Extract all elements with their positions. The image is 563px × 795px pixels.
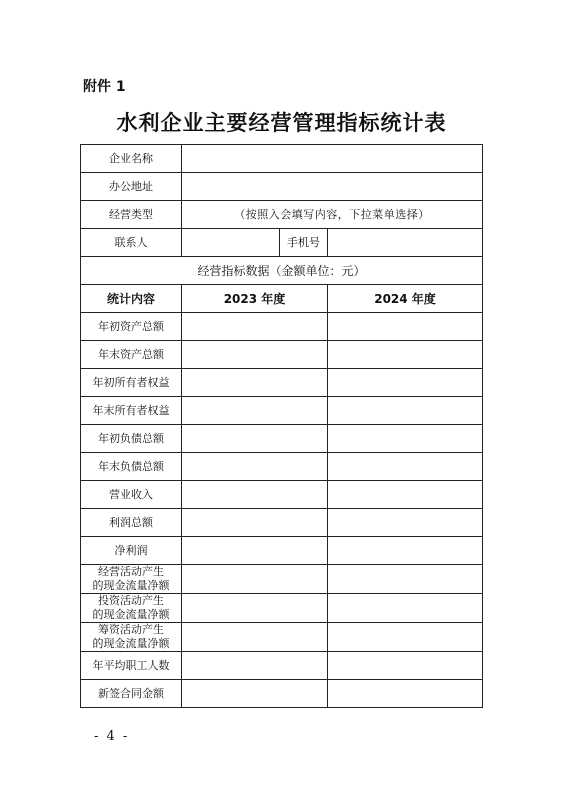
value-2024-cell[interactable]: [328, 481, 483, 509]
row-label-line: 年末负债总额: [98, 459, 164, 473]
table-row: [81, 680, 483, 708]
table-row: [81, 453, 483, 481]
table-row: [81, 341, 483, 369]
row-label-line: 年初所有者权益: [92, 375, 170, 389]
column-header-2023: 2023 年度: [182, 285, 328, 313]
value-2023-cell[interactable]: [182, 425, 328, 453]
phone-field[interactable]: [328, 229, 483, 257]
value-2024-cell[interactable]: [328, 652, 483, 680]
row-label: [81, 509, 182, 537]
row-label-line: 的现金流量净额: [92, 579, 170, 592]
address-field[interactable]: [182, 173, 483, 201]
value-2024-cell[interactable]: [328, 623, 483, 652]
row-label-line: 年初资产总额: [98, 319, 164, 333]
table-row: [81, 652, 483, 680]
value-2023-cell[interactable]: [182, 537, 328, 565]
statistics-table: [80, 144, 483, 708]
row-label-line: 年末所有者权益: [92, 403, 170, 417]
indicator-section-title: 经营指标数据（金额单位：元）: [81, 257, 483, 285]
row-label-line: 年末资产总额: [98, 347, 164, 361]
row-label: [81, 397, 182, 425]
value-2023-cell[interactable]: [182, 313, 328, 341]
table-row: [81, 537, 483, 565]
row-label-line: 的现金流量净额: [92, 637, 170, 650]
value-2023-cell[interactable]: [182, 369, 328, 397]
row-label: [81, 565, 182, 594]
value-2024-cell[interactable]: [328, 537, 483, 565]
column-header-item: 统计内容: [81, 285, 182, 313]
table-row: [81, 509, 483, 537]
row-label: [81, 341, 182, 369]
business-type-label: 经营类型: [81, 201, 182, 229]
value-2024-cell[interactable]: [328, 453, 483, 481]
attachment-label: 附件 1: [83, 79, 126, 95]
row-label: [81, 652, 182, 680]
value-2023-cell[interactable]: [182, 680, 328, 708]
value-2024-cell[interactable]: [328, 565, 483, 594]
value-2023-cell[interactable]: [182, 594, 328, 623]
table-row: [81, 623, 483, 652]
company-name-label: 企业名称: [81, 145, 182, 173]
value-2023-cell[interactable]: [182, 652, 328, 680]
phone-label: 手机号: [280, 229, 328, 257]
row-label: [81, 369, 182, 397]
business-type-field[interactable]: （按照入会填写内容，下拉菜单选择）: [182, 201, 483, 229]
table-row: [81, 369, 483, 397]
column-header-2024: 2024 年度: [328, 285, 483, 313]
row-label: [81, 425, 182, 453]
row-label: [81, 453, 182, 481]
table-row: [81, 397, 483, 425]
value-2024-cell[interactable]: [328, 425, 483, 453]
address-label: 办公地址: [81, 173, 182, 201]
row-label: [81, 680, 182, 708]
value-2023-cell[interactable]: [182, 481, 328, 509]
value-2024-cell[interactable]: [328, 341, 483, 369]
row-label-line: 的现金流量净额: [92, 608, 170, 621]
value-2024-cell[interactable]: [328, 313, 483, 341]
row-label-line: 年平均职工人数: [92, 658, 170, 672]
row-label-line: 投资活动产生: [98, 594, 164, 607]
row-label-line: 新签合同金额: [98, 686, 164, 700]
table-row: [81, 565, 483, 594]
table-row: [81, 313, 483, 341]
row-label-line: 利润总额: [109, 515, 153, 529]
row-label: [81, 313, 182, 341]
value-2024-cell[interactable]: [328, 397, 483, 425]
value-2024-cell[interactable]: [328, 509, 483, 537]
value-2023-cell[interactable]: [182, 623, 328, 652]
row-label-line: 年初负债总额: [98, 431, 164, 445]
contact-field[interactable]: [182, 229, 280, 257]
value-2024-cell[interactable]: [328, 680, 483, 708]
page-number: - 4 -: [94, 729, 130, 744]
row-label: [81, 623, 182, 652]
value-2023-cell[interactable]: [182, 565, 328, 594]
row-label-line: 经营活动产生: [98, 565, 164, 578]
form-title: 水利企业主要经营管理指标统计表: [116, 111, 447, 135]
table-row: [81, 425, 483, 453]
contact-label: 联系人: [81, 229, 182, 257]
row-label: [81, 537, 182, 565]
value-2024-cell[interactable]: [328, 594, 483, 623]
row-label: [81, 481, 182, 509]
table-row: [81, 481, 483, 509]
row-label-line: 筹资活动产生: [98, 623, 164, 636]
company-name-field[interactable]: [182, 145, 483, 173]
value-2023-cell[interactable]: [182, 341, 328, 369]
row-label-line: 净利润: [114, 543, 148, 557]
row-label-line: 营业收入: [109, 487, 153, 501]
value-2024-cell[interactable]: [328, 369, 483, 397]
value-2023-cell[interactable]: [182, 397, 328, 425]
row-label: [81, 594, 182, 623]
value-2023-cell[interactable]: [182, 509, 328, 537]
table-row: [81, 594, 483, 623]
value-2023-cell[interactable]: [182, 453, 328, 481]
